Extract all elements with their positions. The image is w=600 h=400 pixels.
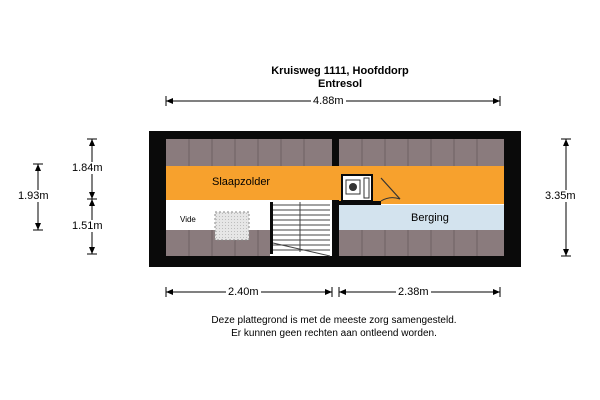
disclaimer-line-2: Er kunnen geen rechten aan ontleend worden. <box>231 328 437 339</box>
floor-name: Entresol <box>317 78 362 90</box>
disclaimer-line-1: Deze plattegrond is met de meeste zorg samengesteld. <box>211 315 457 326</box>
slope-top-right <box>339 139 504 166</box>
dim-left-height-upper: 1.84m <box>72 162 103 174</box>
room-label-vide: Vide <box>180 215 196 224</box>
vide-void <box>215 212 249 240</box>
dim-right-height: 3.35m <box>545 190 576 202</box>
dim-left-height-total: 1.93m <box>18 190 49 202</box>
slope-bottom-right <box>339 230 504 256</box>
dim-left-height-lower: 1.51m <box>72 220 103 232</box>
dim-bottom-right-width: 2.38m <box>398 286 429 298</box>
dim-bottom-left-width: 2.40m <box>228 286 259 298</box>
slope-top-left <box>166 139 332 166</box>
dim-total-width: 4.88m <box>313 95 344 107</box>
floorplan-address: Kruisweg 1111, Hoofddorp <box>271 65 409 77</box>
room-label-slaapzolder: Slaapzolder <box>212 176 271 188</box>
room-label-berging: Berging <box>411 212 449 224</box>
doorway <box>332 166 339 200</box>
